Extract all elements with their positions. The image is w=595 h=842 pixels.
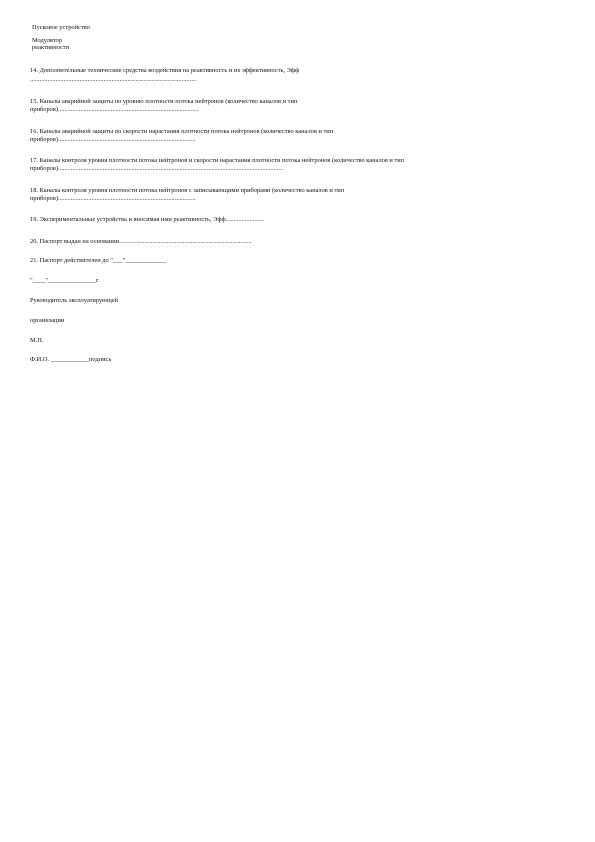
signature-head-title: Руководитель эксплуатирующей: [30, 297, 119, 304]
date-line: "____"_______________г.: [30, 277, 100, 284]
header-line-reactivity: реактивности: [32, 44, 70, 51]
seal-place: М.П.: [30, 337, 44, 344]
header-line-launch-device: Пусковое устройство: [32, 24, 90, 31]
item-20-label: 20. Паспорт выдан на основании...................................................................................: [30, 238, 252, 245]
item-18-label: 18. Каналы контроля уровня плотности потока нейтронов с записывающими приборами (количество каналов и тип: [30, 187, 345, 194]
item-17-continuation: приборов).............................................................................................................................................: [30, 165, 284, 172]
item-17-label: 17. Каналы контроля уровня плотности потока нейтронов и скорости нарастания плотности потока нейтронов (количество каналов и тип: [30, 157, 405, 164]
signature-organization: организации: [30, 317, 65, 324]
item-19-label: 19. Экспериментальные устройства и вносимая ими реактивность, Эфф........................: [30, 216, 264, 223]
item-14-label: 14. Дополнительные технические средства воздействия на реактивность и их эффективность, Эфф: [30, 67, 300, 74]
item-18-continuation: приборов)......................................................................................: [30, 195, 196, 202]
item-21-label: 21. Паспорт действителен до "___"_____________: [30, 257, 167, 264]
item-15-continuation: приборов)........................................................................................: [30, 106, 199, 113]
item-15-label: 15. Каналы аварийной защиты по уровню плотности потока нейтронов (количество каналов и тип: [30, 98, 298, 105]
signature-name-line: Ф.И.О. ____________подпись: [30, 356, 112, 363]
item-16-label: 16. Каналы аварийной защиты по скорости нарастания плотности потока нейтронов (количество каналов и тип: [30, 128, 334, 135]
item-14-fill: ........................................................................................................: [30, 76, 197, 83]
item-16-continuation: приборов)......................................................................................: [30, 136, 196, 143]
header-line-modulator: Модулятор: [32, 37, 62, 44]
